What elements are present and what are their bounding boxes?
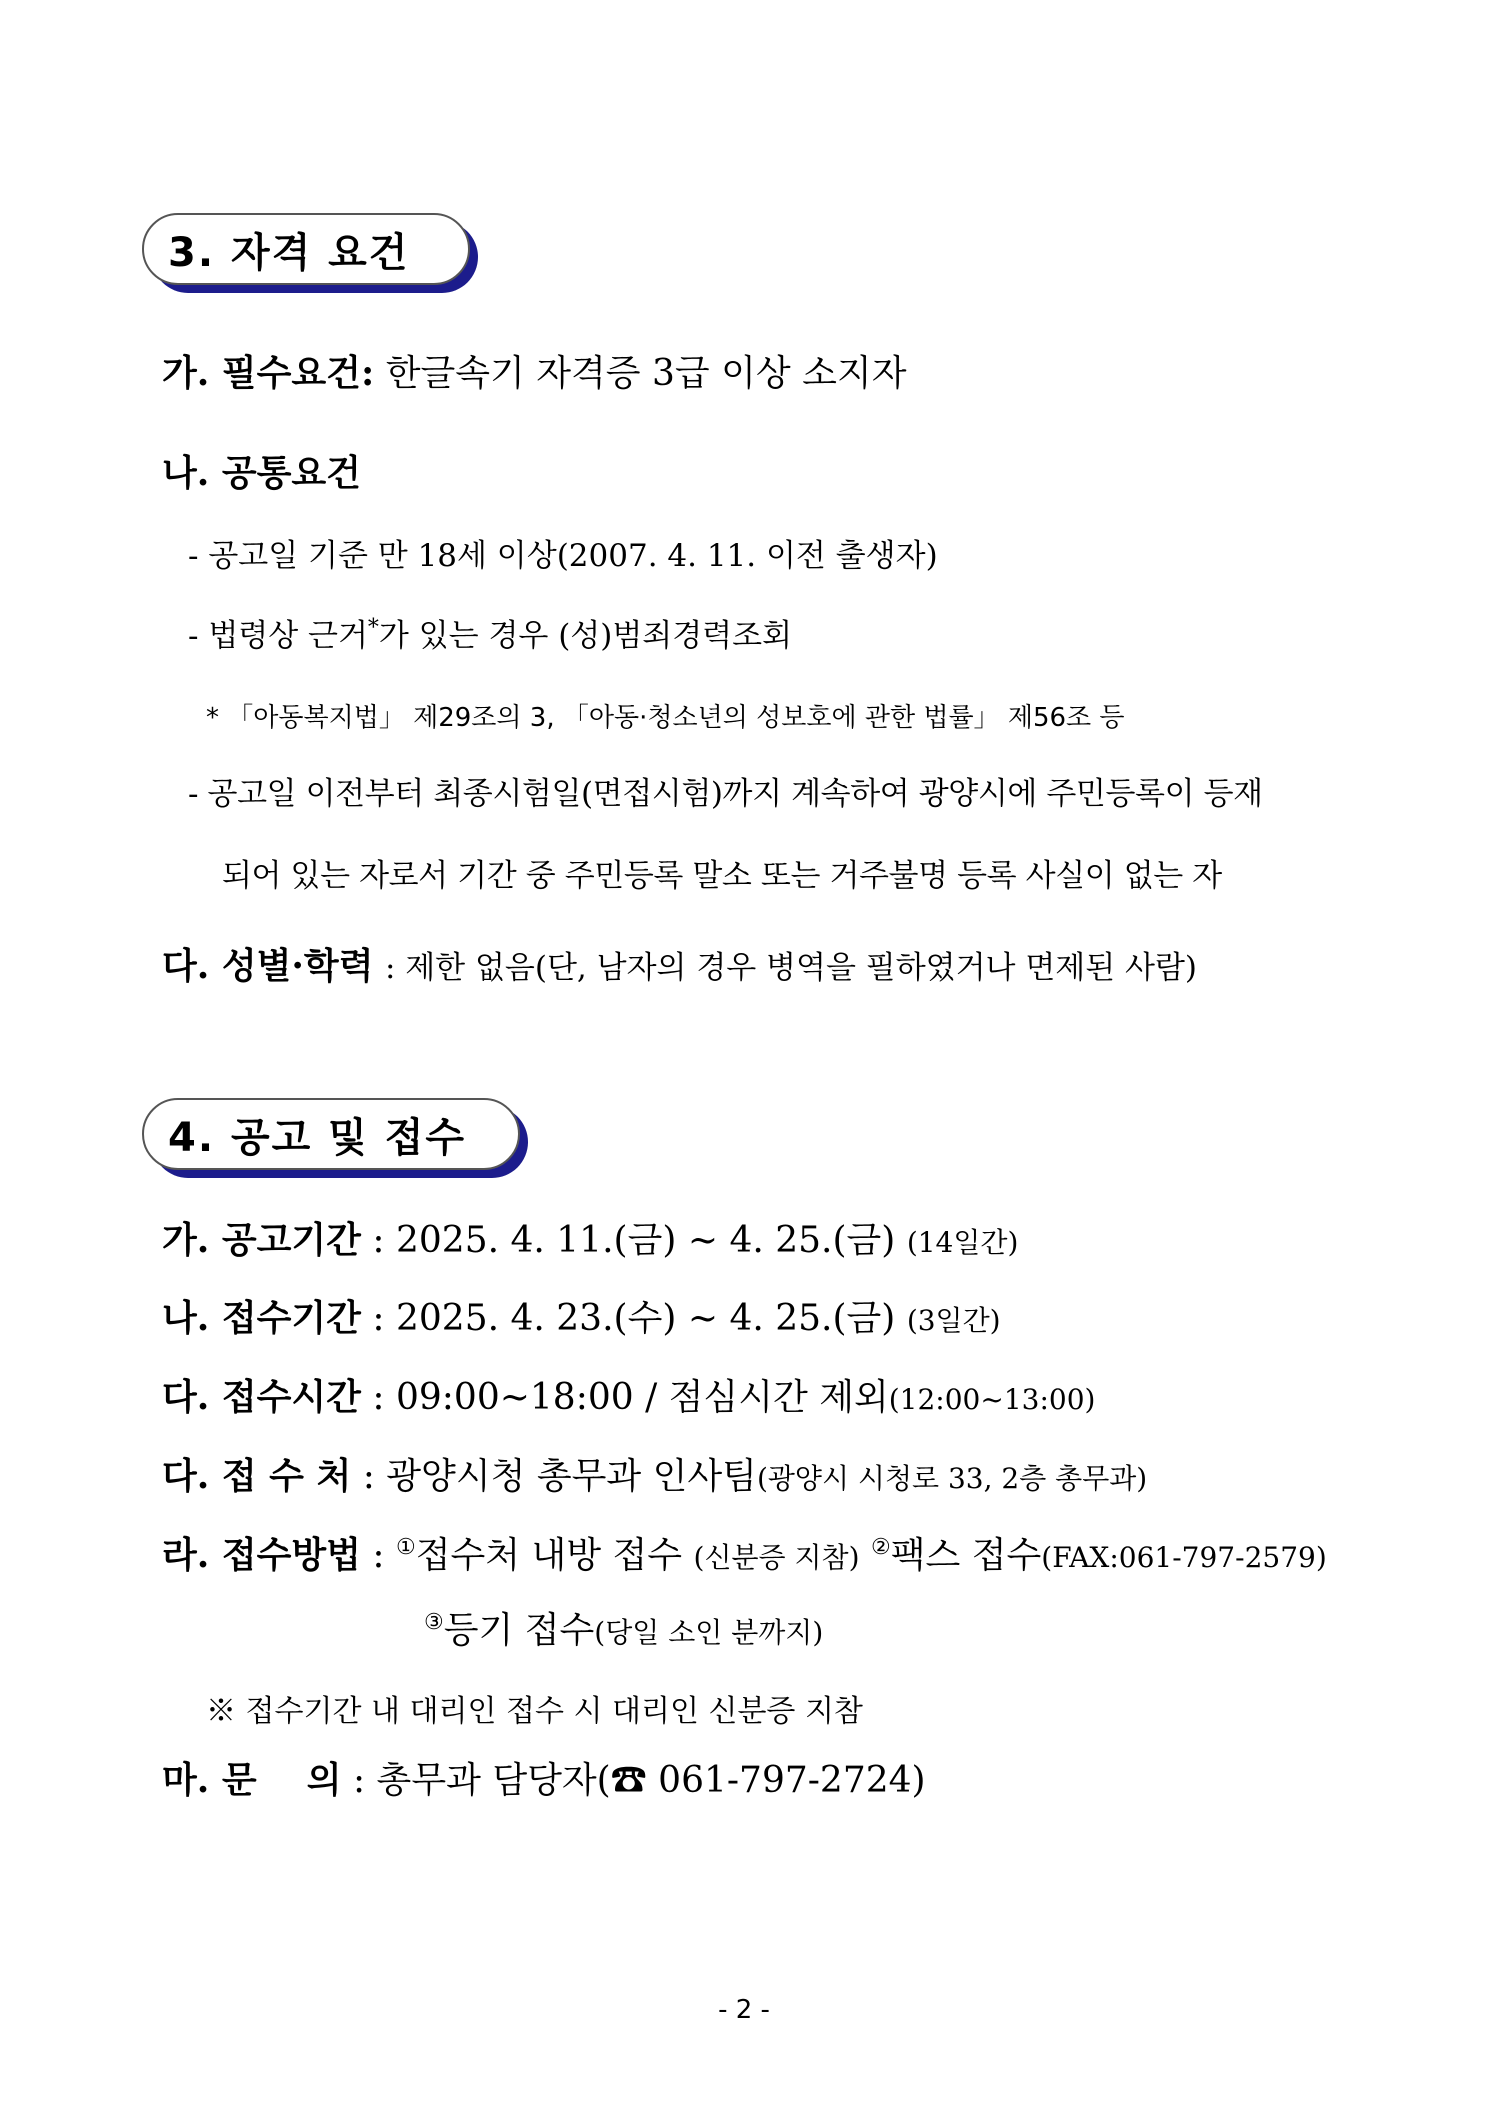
receipt-period-days: (3일간): [906, 1304, 1001, 1337]
method-2: 팩스 접수: [890, 1535, 1042, 1576]
receipt-method-line2: [424, 1602, 823, 1653]
receipt-period: [162, 1290, 1001, 1341]
footnote-marker: *: [367, 615, 379, 641]
notice-period-days: (14일간): [906, 1226, 1019, 1259]
requirement-a: [162, 345, 906, 396]
requirement-c-text: : 제한 없음(단, 남자의 경우 병역을 필하였거나 면제된 사람): [384, 950, 1198, 986]
requirement-b2-post: 가 있는 경우 (성)범죄경력조회: [378, 618, 793, 654]
receipt-place-text: : 광양시청 총무과 인사팀: [362, 1456, 757, 1497]
requirement-c: [162, 938, 1197, 989]
page-number: - 2 -: [718, 1995, 770, 2025]
method-marker-2: ②: [870, 1535, 891, 1560]
heading-box: [142, 1098, 520, 1170]
receipt-hours: [162, 1369, 1095, 1420]
requirement-c-label: 다. 성별·학력: [162, 945, 374, 987]
receipt-method-colon: :: [372, 1535, 385, 1576]
receipt-place-address: (광양시 시청로 33, 2층 총무과): [756, 1462, 1148, 1495]
requirement-b-label: 나. 공통요건: [162, 452, 361, 494]
method-1: 접수처 내방 접수: [415, 1535, 683, 1576]
method-1-note: (신분증 지참): [693, 1541, 860, 1574]
section-4-title: 4. 공고 및 접수: [168, 1114, 467, 1161]
section-4-heading: [142, 1098, 520, 1170]
notice-period: [162, 1212, 1018, 1263]
proxy-note: ※ 접수기간 내 대리인 접수 시 대리인 신분증 지참: [206, 1694, 863, 1729]
requirement-b1: - 공고일 기준 만 18세 이상(2007. 4. 11. 이전 출생자): [188, 538, 938, 574]
heading-box: [142, 213, 470, 285]
inquiry-phone: 061-797-2724): [646, 1760, 926, 1801]
inquiry-text: : 총무과 담당자(: [352, 1760, 611, 1801]
method-2-fax: (FAX:061-797-2579): [1041, 1541, 1327, 1574]
receipt-period-text: : 2025. 4. 23.(수) ~ 4. 25.(금): [372, 1298, 896, 1339]
requirement-b3-line1: - 공고일 이전부터 최종시험일(면접시험)까지 계속하여 광양시에 주민등록이 등재: [188, 776, 1263, 812]
requirement-b2: [188, 610, 792, 655]
receipt-hours-text: : 09:00~18:00 / 점심시간 제외: [372, 1377, 889, 1418]
telephone-icon: ☎: [610, 1760, 647, 1801]
method-3-note: (당일 소인 분까지): [594, 1616, 824, 1649]
method-marker-3: ③: [424, 1610, 444, 1635]
section-3-title: 3. 자격 요건: [168, 229, 410, 276]
inquiry: [162, 1752, 926, 1803]
receipt-method: [162, 1527, 1327, 1578]
requirement-b3-line2: 되어 있는 자로서 기간 중 주민등록 말소 또는 거주불명 등록 사실이 없는 자: [222, 858, 1222, 894]
legal-basis-note: * 「아동복지법」 제29조의 3, 「아동·청소년의 성보호에 관한 법률」 제56조 등: [206, 703, 1125, 733]
notice-period-label: 가. 공고기간: [162, 1219, 361, 1261]
requirement-b2-pre: - 법령상 근거: [188, 618, 368, 654]
receipt-method-label: 라. 접수방법: [162, 1534, 361, 1576]
receipt-hours-lunch: (12:00~13:00): [888, 1383, 1096, 1416]
receipt-place: [162, 1448, 1147, 1499]
receipt-period-label: 나. 접수기간: [162, 1297, 361, 1339]
notice-period-text: : 2025. 4. 11.(금) ~ 4. 25.(금): [372, 1220, 896, 1261]
receipt-place-label: 다. 접 수 처: [162, 1455, 352, 1497]
section-3-heading: [142, 213, 470, 285]
method-3: 등기 접수: [443, 1610, 595, 1651]
requirement-a-label: 가. 필수요건:: [162, 352, 375, 394]
method-marker-1: ①: [396, 1535, 416, 1560]
receipt-hours-label: 다. 접수시간: [162, 1376, 361, 1418]
requirement-a-text: 한글속기 자격증 3급 이상 소지자: [385, 353, 907, 394]
inquiry-label: 마. 문 의: [162, 1759, 342, 1801]
